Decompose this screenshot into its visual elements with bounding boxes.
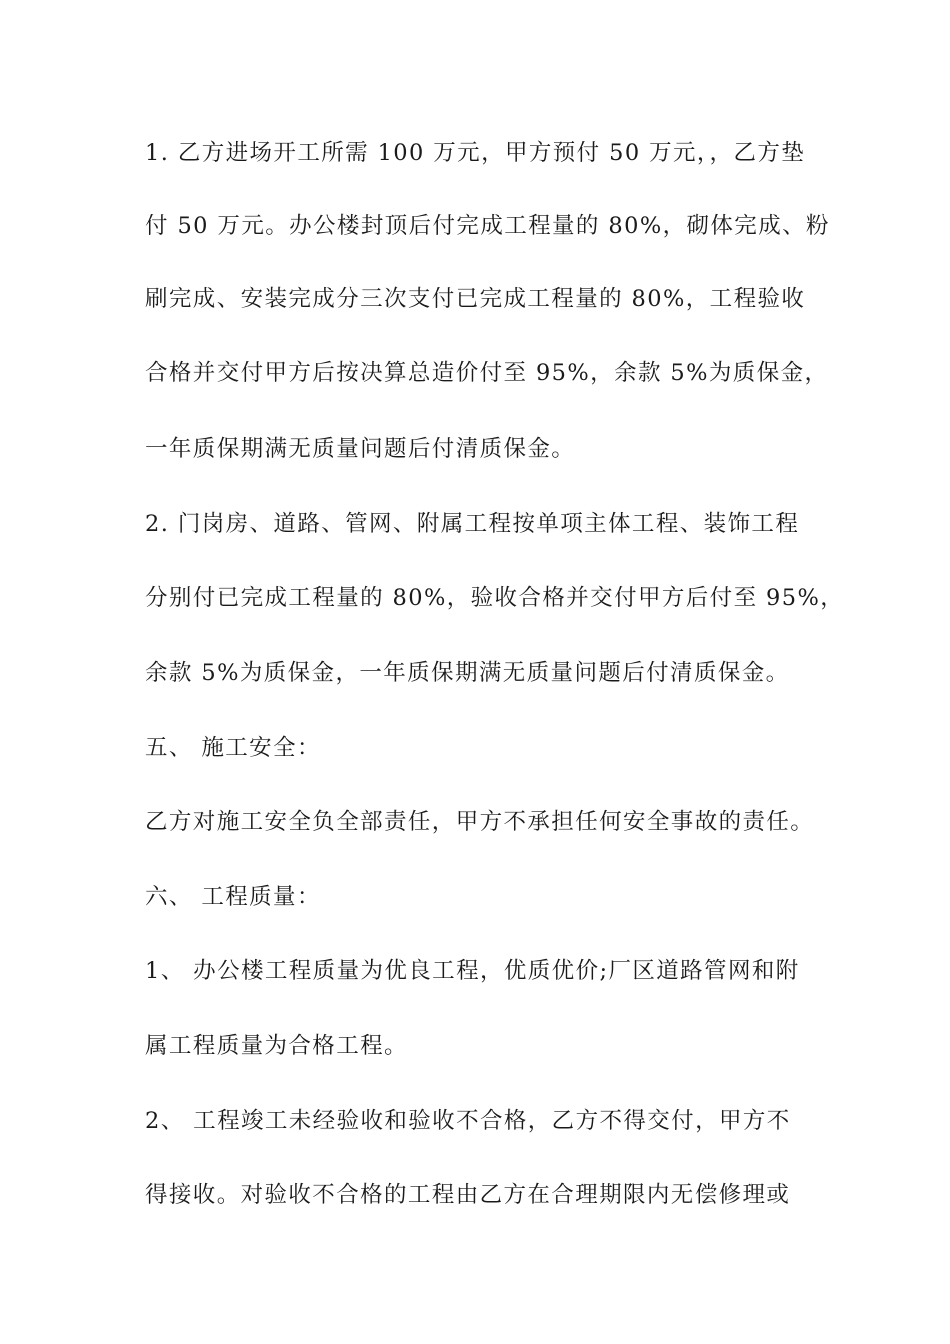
paragraph-line: 2、 工程竣工未经验收和验收不合格，乙方不得交付，甲方不 xyxy=(145,1108,791,1134)
section-heading: 五、 施工安全： xyxy=(145,735,321,761)
paragraph-line: 2. 门岗房、道路、管网、附属工程按单项主体工程、装饰工程 xyxy=(145,511,800,537)
paragraph-line: 属工程质量为合格工程。 xyxy=(145,1033,408,1059)
paragraph-line: 合格并交付甲方后按决算总造价付至 95%，余款 5%为质保金， xyxy=(145,360,829,386)
paragraph-line: 1、 办公楼工程质量为优良工程，优质优价;厂区道路管网和附 xyxy=(145,958,800,984)
paragraph-line: 1. 乙方进场开工所需 100 万元，甲方预付 50 万元，，乙方垫 xyxy=(145,140,806,166)
paragraph-line: 刷完成、安装完成分三次支付已完成工程量的 80%，工程验收 xyxy=(145,286,806,312)
paragraph-line: 得接收。对验收不合格的工程由乙方在合理期限内无偿修理或 xyxy=(145,1182,791,1208)
paragraph-line: 分别付已完成工程量的 80%，验收合格并交付甲方后付至 95%， xyxy=(145,585,845,611)
section-heading: 六、 工程质量： xyxy=(145,884,321,910)
paragraph-line: 余款 5%为质保金，一年质保期满无质量问题后付清质保金。 xyxy=(145,660,790,686)
paragraph-line: 付 50 万元。办公楼封顶后付完成工程量的 80%，砌体完成、粉 xyxy=(145,213,830,239)
paragraph-line: 乙方对施工安全负全部责任，甲方不承担任何安全事故的责任。 xyxy=(145,809,815,835)
paragraph-line: 一年质保期满无质量问题后付清质保金。 xyxy=(145,436,576,462)
